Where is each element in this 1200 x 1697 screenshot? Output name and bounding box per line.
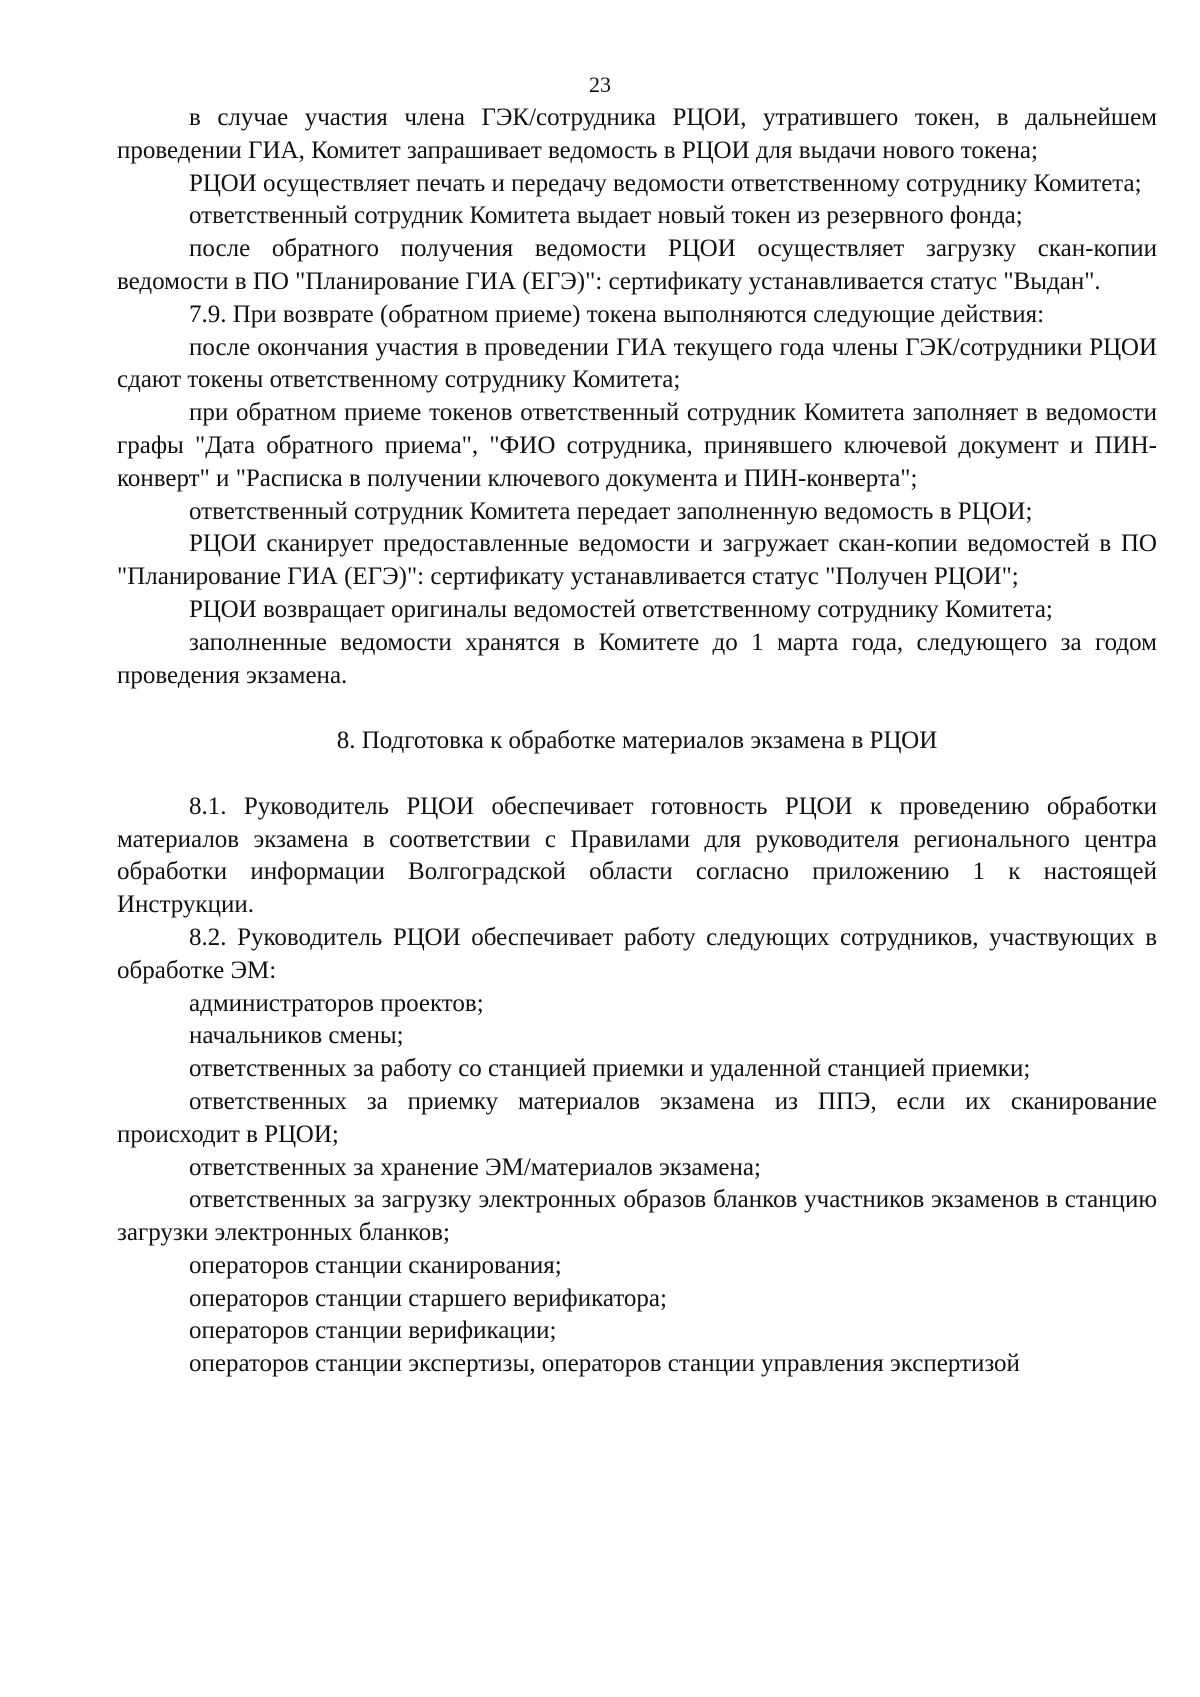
paragraph: 7.9. При возврате (обратном приеме) токена выполняются следующие действия: — [189, 300, 1045, 328]
list-item: ответственных за загрузку электронных образов бланков участников экзаменов в станцию загрузки электронных бланков; — [117, 1186, 1157, 1247]
paragraph: РЦОИ осуществляет печать и передачу ведомости ответственному сотруднику Комитета; — [189, 169, 1142, 197]
paragraph: ответственный сотрудник Комитета выдает новый токен из резервного фонда; — [189, 202, 1023, 230]
list-item: операторов станции старшего верификатора; — [189, 1284, 667, 1312]
paragraph: при обратном приеме токенов ответственный сотрудник Комитета заполняет в ведомости графы "Дата обратного приема", "ФИО сотрудника, принявшего ключевой документ и ПИН-конверт" и "Расписка в получении ключевого документа и ПИН-конверта"; — [117, 399, 1157, 492]
list-item: ответственных за работу со станцией приемки и удаленной станцией приемки; — [189, 1055, 1031, 1083]
paragraph: после окончания участия в проведении ГИА текущего года члены ГЭК/сотрудники РЦОИ сдают токены ответственному сотруднику Комитета; — [117, 333, 1157, 394]
list-item: ответственных за приемку материалов экзамена из ППЭ, если их сканирование происходит в РЦОИ; — [117, 1087, 1157, 1148]
paragraph: РЦОИ возвращает оригиналы ведомостей ответственному сотруднику Комитета; — [189, 595, 1053, 623]
list-item: операторов станции сканирования; — [189, 1251, 562, 1279]
paragraph: после обратного получения ведомости РЦОИ осуществляет загрузку скан-копии ведомости в ПО "Планирование ГИА (ЕГЭ)": сертификату устанавливается статус "Выдан". — [117, 235, 1157, 295]
page-number: 23 — [589, 72, 611, 97]
list-item: администраторов проектов; — [189, 989, 484, 1017]
paragraph: в случае участия члена ГЭК/сотрудника РЦОИ, утратившего токен, в дальнейшем проведении ГИА, Комитет запрашивает ведомость в РЦОИ для выдачи нового токена; — [117, 104, 1157, 164]
paragraph: 8.2. Руководитель РЦОИ обеспечивает работу следующих сотрудников, участвующих в обработке ЭМ: — [117, 923, 1157, 984]
list-item: ответственных за хранение ЭМ/материалов экзамена; — [189, 1153, 761, 1181]
list-item: начальников смены; — [189, 1022, 404, 1050]
paragraph: РЦОИ сканирует предоставленные ведомости и загружает скан-копии ведомостей в ПО "Планирование ГИА (ЕГЭ)": сертификату устанавливается статус "Получен РЦОИ"; — [117, 530, 1157, 591]
paragraph: ответственный сотрудник Комитета передает заполненную ведомость в РЦОИ; — [189, 497, 1033, 525]
list-item: операторов станции экспертизы, операторов станции управления экспертизой — [189, 1350, 1020, 1378]
document-body — [117, 102, 1157, 1381]
paragraph: 8.1. Руководитель РЦОИ обеспечивает готовность РЦОИ к проведению обработки материалов экзамена в соответствии с Правилами для руководителя регионального центра обработки информации Волгоградской области согласно приложению 1 к настоящей Инструкции. — [117, 792, 1157, 919]
section-heading: 8. Подготовка к обработке материалов экзамена в РЦОИ — [336, 727, 938, 755]
paragraph: заполненные ведомости хранятся в Комитете до 1 марта года, следующего за годом проведения экзамена. — [117, 628, 1157, 689]
list-item: операторов станции верификации; — [189, 1317, 557, 1345]
